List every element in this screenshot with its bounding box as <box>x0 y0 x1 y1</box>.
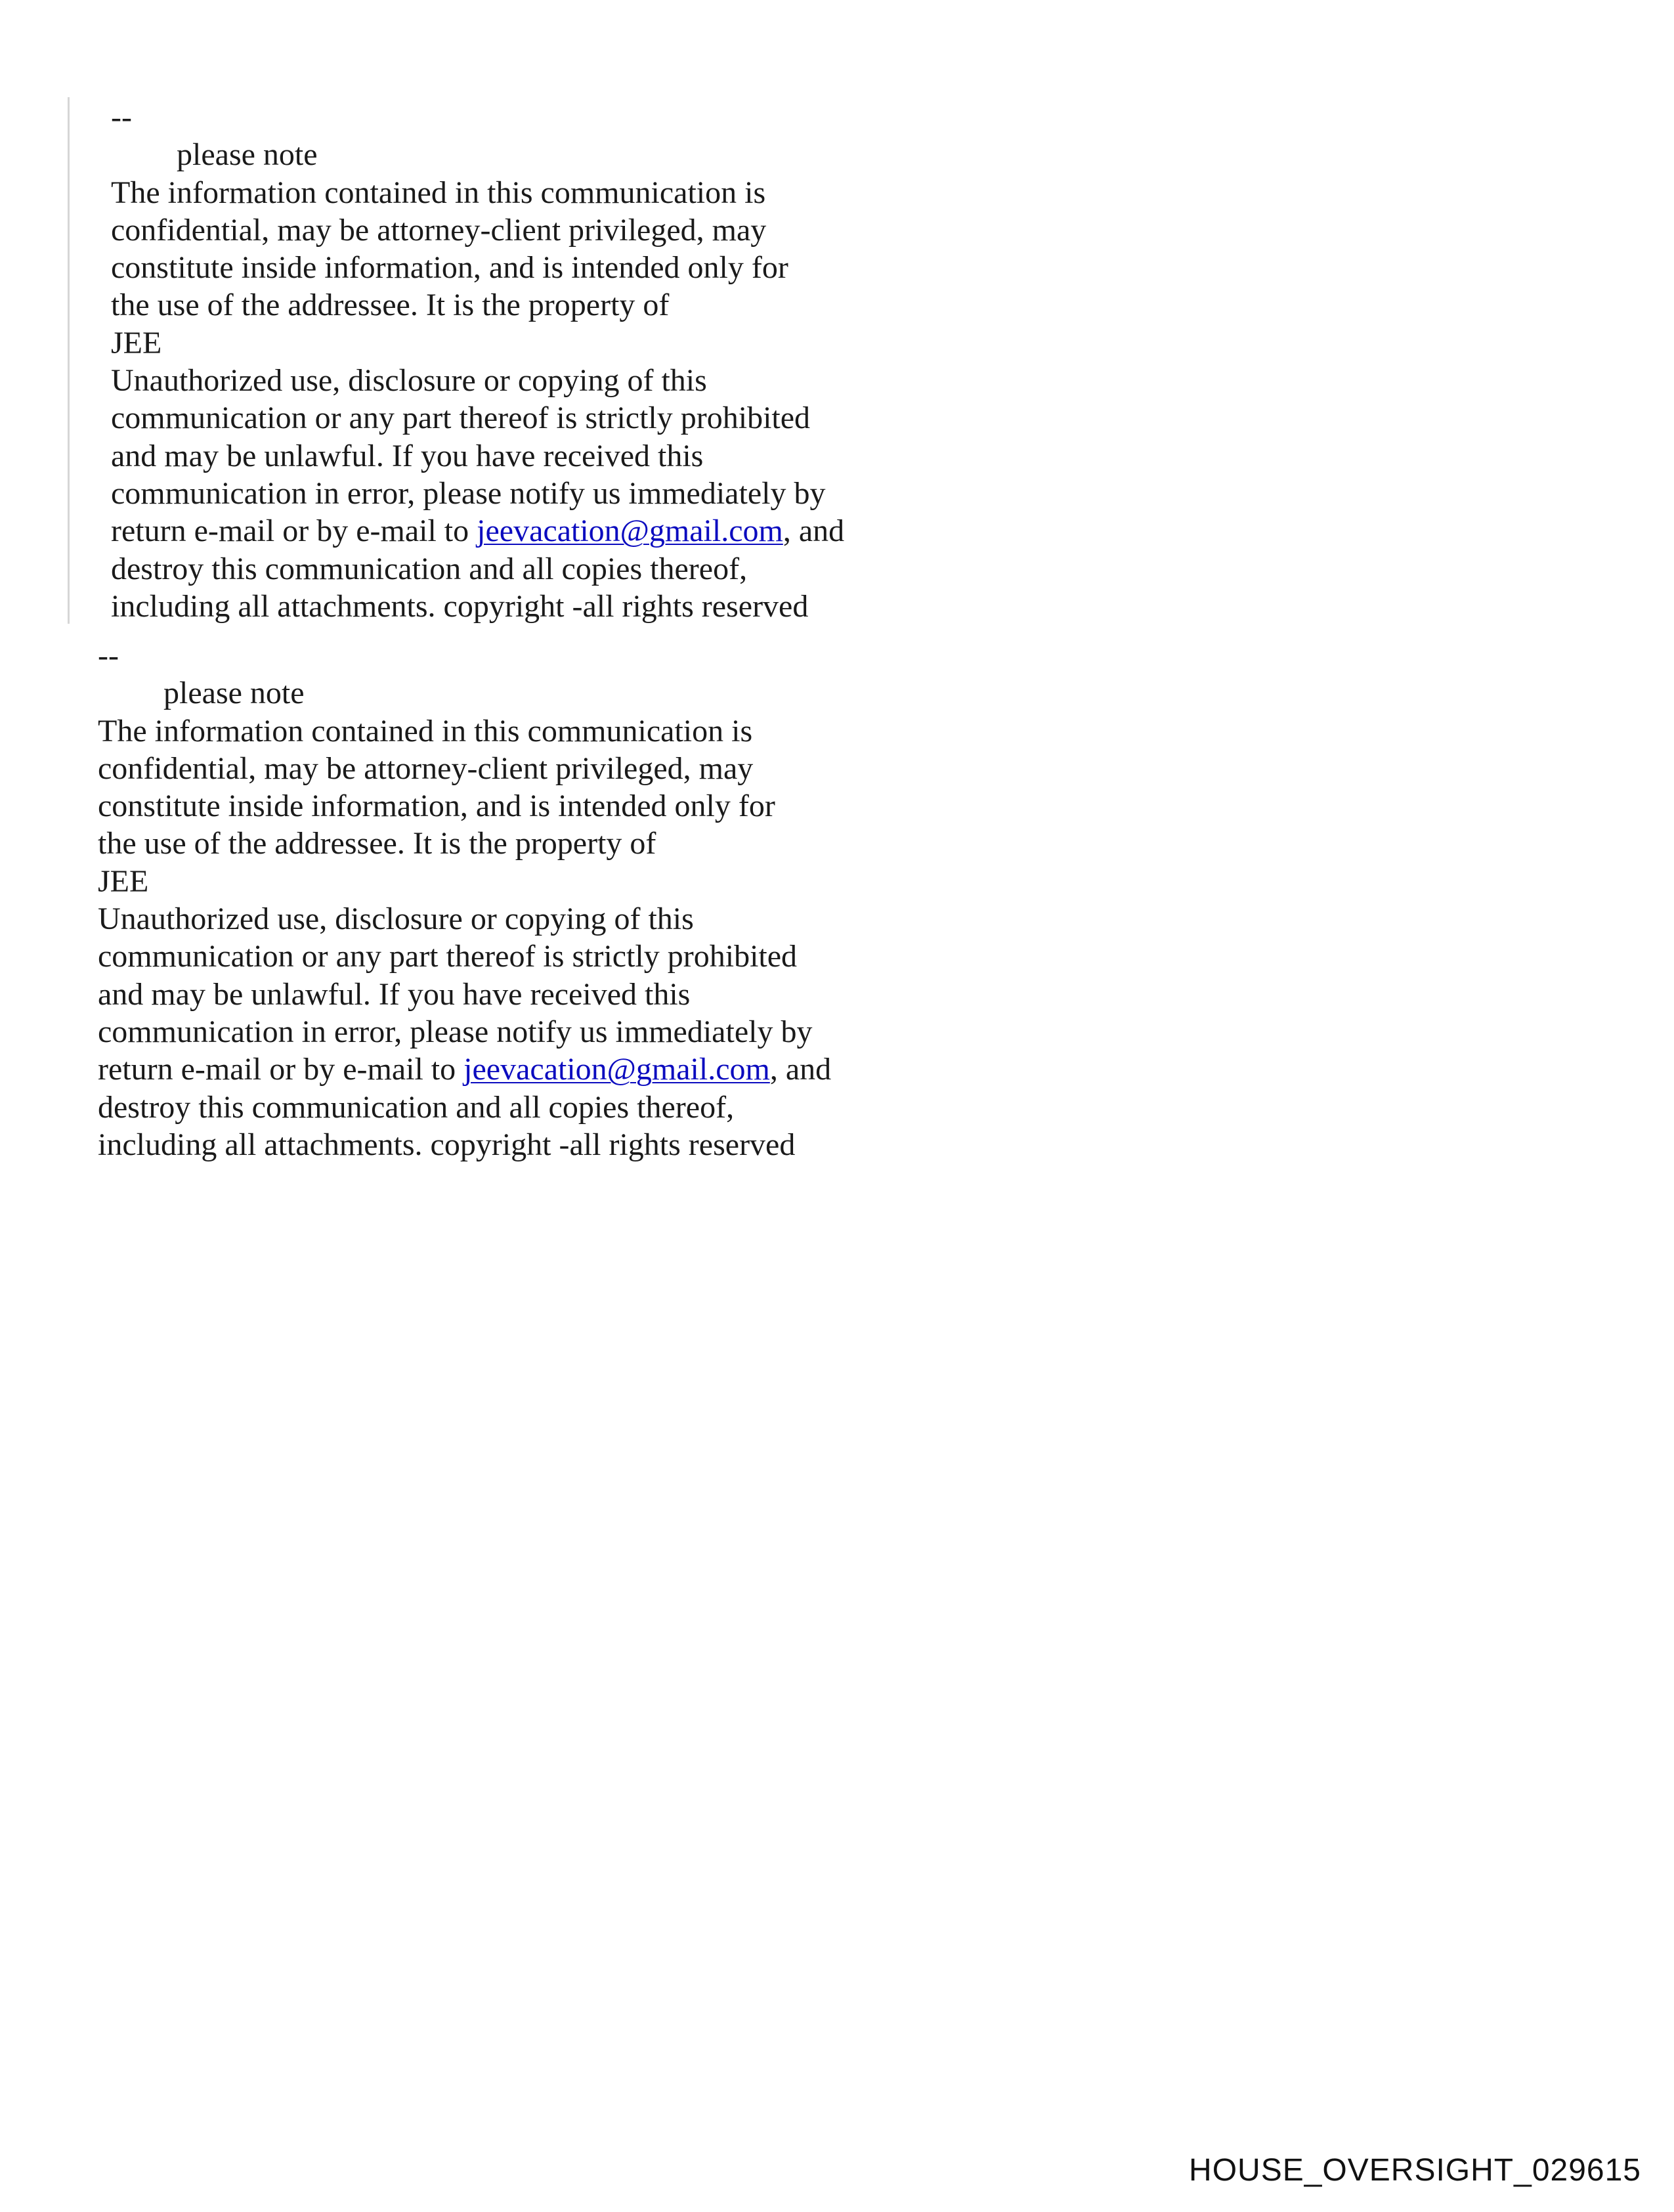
notice-line: destroy this communication and all copies thereof, <box>111 551 748 586</box>
notice-line: constitute inside information, and is intended only for <box>111 250 788 286</box>
notice-line: communication in error, please notify us immediately by <box>98 1014 813 1049</box>
notice-line: including all attachments. copyright -all rights reserved <box>98 1127 796 1162</box>
email-line-prefix: return e-mail or by e-mail to <box>98 1052 464 1087</box>
email-link[interactable]: jeevacation@gmail.com <box>463 1052 770 1087</box>
notice-line: The information contained in this communication is <box>111 175 766 210</box>
email-line-suffix: , and <box>769 1052 832 1087</box>
notice-line: Unauthorized use, disclosure or copying of this <box>111 363 707 399</box>
notice-email-line <box>98 1051 831 1088</box>
notice-line: the use of the addressee. It is the property of <box>98 826 656 861</box>
notice-line: JEE <box>98 863 149 899</box>
notice-line: confidential, may be attorney-client privileged, may <box>111 212 767 248</box>
notice-line: and may be unlawful. If you have received this <box>111 438 704 473</box>
signature-separator: -- <box>98 638 119 673</box>
email-line-prefix: return e-mail or by e-mail to <box>111 513 477 549</box>
notice-line: communication or any part thereof is strictly prohibited <box>98 939 798 974</box>
quoted-confidentiality-notice <box>111 98 844 625</box>
email-link[interactable]: jeevacation@gmail.com <box>477 513 783 549</box>
notice-line: constitute inside information, and is intended only for <box>98 789 775 824</box>
notice-email-line <box>111 512 844 550</box>
signature-separator: -- <box>111 100 132 135</box>
bates-number: HOUSE_OVERSIGHT_029615 <box>1189 2153 1641 2188</box>
notice-line: communication in error, please notify us immediately by <box>111 475 826 511</box>
notice-line: including all attachments. copyright -all rights reserved <box>111 588 809 624</box>
confidentiality-notice <box>98 637 831 1163</box>
notice-line: destroy this communication and all copies thereof, <box>98 1089 735 1125</box>
notice-line: Unauthorized use, disclosure or copying of this <box>98 901 694 937</box>
notice-heading: please note <box>177 137 318 173</box>
notice-line: confidential, may be attorney-client privileged, may <box>98 750 754 786</box>
email-line-suffix: , and <box>783 513 845 549</box>
notice-line: The information contained in this communication is <box>98 713 753 748</box>
notice-line: the use of the addressee. It is the property of <box>111 288 670 323</box>
notice-line: communication or any part thereof is strictly prohibited <box>111 401 811 436</box>
notice-line: JEE <box>111 325 162 360</box>
notice-line: and may be unlawful. If you have received this <box>98 976 691 1012</box>
quote-bar <box>68 97 70 624</box>
notice-heading: please note <box>163 676 305 711</box>
